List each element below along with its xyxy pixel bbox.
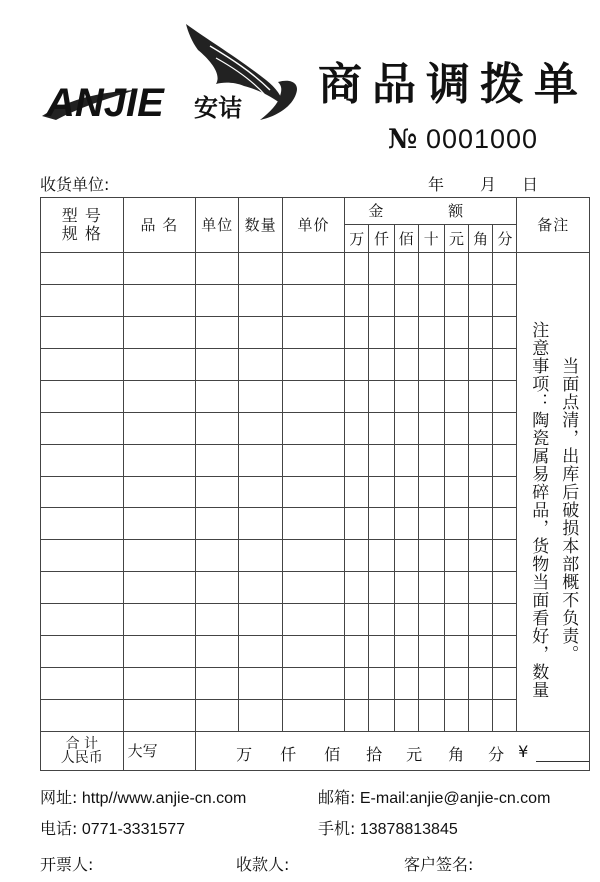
yen-amount-line bbox=[536, 761, 589, 762]
payee-label: 收款人: bbox=[236, 855, 290, 874]
entry-cell[interactable] bbox=[239, 604, 282, 636]
entry-cell[interactable] bbox=[282, 508, 344, 540]
entry-cell[interactable] bbox=[239, 317, 282, 349]
entry-cell[interactable] bbox=[394, 348, 418, 380]
total-label: 合 计 bbox=[65, 735, 99, 752]
entry-cell[interactable] bbox=[282, 444, 344, 476]
date-month-label: 月 bbox=[480, 175, 497, 194]
entry-cell[interactable] bbox=[41, 476, 124, 508]
date-day-label: 日 bbox=[522, 175, 539, 194]
entry-cell[interactable] bbox=[394, 476, 418, 508]
entry-cell[interactable] bbox=[345, 444, 369, 476]
entry-cell[interactable] bbox=[369, 285, 394, 317]
entry-cell[interactable] bbox=[123, 412, 196, 444]
entry-cell[interactable] bbox=[493, 317, 517, 349]
amount-digit-header: 万 bbox=[345, 224, 369, 253]
mobile-info bbox=[318, 816, 458, 839]
entry-cell[interactable] bbox=[394, 699, 418, 731]
entry-cell[interactable] bbox=[282, 253, 344, 285]
serial-prefix: № bbox=[388, 124, 418, 155]
wing-logo-icon bbox=[38, 20, 300, 125]
entry-cell[interactable] bbox=[394, 635, 418, 667]
entry-cell[interactable] bbox=[469, 476, 493, 508]
entry-cell[interactable] bbox=[196, 476, 239, 508]
amount-digit-header: 角 bbox=[469, 224, 493, 253]
mobile-value: 13878813845 bbox=[359, 821, 458, 838]
col-model-line1: 型 号 bbox=[61, 206, 102, 226]
entry-cell[interactable] bbox=[345, 348, 369, 380]
phone-value: 0771-3331577 bbox=[81, 821, 186, 838]
entry-cell[interactable] bbox=[239, 635, 282, 667]
entry-cell[interactable] bbox=[282, 285, 344, 317]
entry-cell[interactable] bbox=[196, 285, 239, 317]
entry-cell[interactable] bbox=[369, 444, 394, 476]
entry-cell[interactable] bbox=[493, 667, 517, 699]
entry-cell[interactable] bbox=[239, 285, 282, 317]
entry-cell[interactable] bbox=[123, 253, 196, 285]
entry-cell[interactable] bbox=[418, 699, 444, 731]
entry-cell[interactable] bbox=[369, 253, 394, 285]
amount-digit-header: 仟 bbox=[369, 224, 394, 253]
entry-cell[interactable] bbox=[394, 604, 418, 636]
table-row bbox=[41, 253, 590, 285]
entry-cell[interactable] bbox=[418, 572, 444, 604]
entry-cell[interactable] bbox=[469, 508, 493, 540]
entry-cell[interactable] bbox=[369, 348, 394, 380]
entry-cell[interactable] bbox=[369, 699, 394, 731]
entry-cell[interactable] bbox=[493, 412, 517, 444]
notes-line-2: 注意事项：陶瓷属易碎品，货物当面看好，数量 bbox=[528, 320, 549, 699]
entry-cell[interactable] bbox=[444, 348, 468, 380]
entry-cell[interactable] bbox=[469, 317, 493, 349]
entry-cell[interactable] bbox=[418, 412, 444, 444]
entry-cell[interactable] bbox=[394, 444, 418, 476]
entry-cell[interactable] bbox=[369, 317, 394, 349]
entry-cell[interactable] bbox=[493, 380, 517, 412]
amount-digit-header: 佰 bbox=[394, 224, 418, 253]
entry-cell[interactable] bbox=[196, 604, 239, 636]
entry-cell[interactable] bbox=[239, 380, 282, 412]
entry-cell[interactable] bbox=[469, 635, 493, 667]
entry-cell[interactable] bbox=[418, 444, 444, 476]
total-amount-cell[interactable] bbox=[196, 731, 590, 770]
table-row bbox=[41, 412, 590, 444]
entry-cell[interactable] bbox=[394, 508, 418, 540]
entry-cell[interactable] bbox=[469, 444, 493, 476]
entry-cell[interactable] bbox=[41, 572, 124, 604]
serial-value: 0001000 bbox=[425, 124, 539, 154]
form-title: 商品调拨单 bbox=[318, 59, 588, 110]
entry-cell[interactable] bbox=[196, 380, 239, 412]
table-row bbox=[41, 285, 590, 317]
table-row bbox=[41, 348, 590, 380]
total-unit-label: 佰 bbox=[324, 744, 341, 764]
entry-cell[interactable] bbox=[394, 380, 418, 412]
entry-cell[interactable] bbox=[239, 667, 282, 699]
entry-cell[interactable] bbox=[196, 412, 239, 444]
entry-cell[interactable] bbox=[444, 476, 468, 508]
total-units bbox=[196, 733, 589, 769]
entry-cell[interactable] bbox=[369, 476, 394, 508]
entry-cell[interactable] bbox=[493, 699, 517, 731]
entry-cell[interactable] bbox=[444, 412, 468, 444]
entry-cell[interactable] bbox=[493, 285, 517, 317]
total-currency-label: 人民币 bbox=[60, 749, 103, 766]
entry-cell[interactable] bbox=[345, 667, 369, 699]
entry-cell[interactable] bbox=[444, 380, 468, 412]
entry-cell[interactable] bbox=[41, 699, 124, 731]
table-row bbox=[41, 635, 590, 667]
entry-cell[interactable] bbox=[394, 253, 418, 285]
date-year-label: 年 bbox=[428, 175, 445, 194]
entry-cell[interactable] bbox=[41, 508, 124, 540]
entry-cell[interactable] bbox=[369, 380, 394, 412]
col-remarks-header: 备注 bbox=[517, 198, 590, 253]
entry-cell[interactable] bbox=[345, 285, 369, 317]
entry-cell[interactable] bbox=[41, 540, 124, 572]
brand-logo bbox=[38, 20, 300, 125]
entry-cell[interactable] bbox=[196, 699, 239, 731]
entry-cell[interactable] bbox=[41, 635, 124, 667]
receiver-field[interactable] bbox=[126, 190, 416, 191]
entry-cell[interactable] bbox=[444, 699, 468, 731]
col-unit-header: 单位 bbox=[196, 198, 239, 253]
entry-cell[interactable] bbox=[418, 540, 444, 572]
table-row bbox=[41, 540, 590, 572]
entry-cell[interactable] bbox=[394, 317, 418, 349]
entry-cell[interactable] bbox=[469, 604, 493, 636]
entry-cell[interactable] bbox=[345, 253, 369, 285]
entry-cell[interactable] bbox=[123, 635, 196, 667]
entry-cell[interactable] bbox=[444, 540, 468, 572]
table-row bbox=[41, 604, 590, 636]
entry-cell[interactable] bbox=[394, 667, 418, 699]
entry-cell[interactable] bbox=[469, 253, 493, 285]
entry-cell[interactable] bbox=[418, 604, 444, 636]
entry-cell[interactable] bbox=[469, 699, 493, 731]
entry-cell[interactable] bbox=[282, 476, 344, 508]
entry-cell[interactable] bbox=[282, 604, 344, 636]
entry-cell[interactable] bbox=[123, 317, 196, 349]
entry-cell[interactable] bbox=[41, 412, 124, 444]
entry-cell[interactable] bbox=[282, 348, 344, 380]
entry-cell[interactable] bbox=[41, 285, 124, 317]
col-model-line2: 规 格 bbox=[61, 224, 102, 244]
logo-brand-text: ANJIE bbox=[46, 81, 164, 125]
entry-cell[interactable] bbox=[493, 540, 517, 572]
entry-cell[interactable] bbox=[123, 604, 196, 636]
entry-cell[interactable] bbox=[282, 667, 344, 699]
notes-line-1: 当面点清，出库后破损本部概不负责。 bbox=[558, 356, 579, 663]
entry-cell[interactable] bbox=[41, 444, 124, 476]
table-row bbox=[41, 317, 590, 349]
entry-cell[interactable] bbox=[41, 667, 124, 699]
table-row bbox=[41, 667, 590, 699]
mobile-label: 手机: bbox=[318, 819, 356, 838]
entry-cell[interactable] bbox=[196, 444, 239, 476]
entry-cell[interactable] bbox=[123, 285, 196, 317]
entry-cell[interactable] bbox=[369, 540, 394, 572]
col-model-header bbox=[41, 198, 124, 253]
entry-cell[interactable] bbox=[196, 253, 239, 285]
entry-cell[interactable] bbox=[123, 348, 196, 380]
total-unit-label: 元 bbox=[406, 744, 423, 764]
entry-cell[interactable] bbox=[444, 667, 468, 699]
entry-cell[interactable] bbox=[196, 348, 239, 380]
entry-cell[interactable] bbox=[493, 253, 517, 285]
entry-cell[interactable] bbox=[123, 572, 196, 604]
total-unit-label: 分 bbox=[488, 744, 505, 764]
entry-cell[interactable] bbox=[444, 604, 468, 636]
issuer-label: 开票人: bbox=[40, 855, 94, 874]
entry-cell[interactable] bbox=[196, 667, 239, 699]
entry-cell[interactable] bbox=[196, 508, 239, 540]
entry-cell[interactable] bbox=[239, 699, 282, 731]
entry-cell[interactable] bbox=[493, 476, 517, 508]
logo-cn-text: 安诘 bbox=[194, 94, 242, 122]
entry-cell[interactable] bbox=[239, 253, 282, 285]
entry-cell[interactable] bbox=[394, 540, 418, 572]
entry-cell[interactable] bbox=[345, 380, 369, 412]
entry-cell[interactable] bbox=[469, 348, 493, 380]
entry-cell[interactable] bbox=[418, 317, 444, 349]
entry-cell[interactable] bbox=[493, 572, 517, 604]
phone-info bbox=[40, 816, 185, 839]
entry-cell[interactable] bbox=[282, 699, 344, 731]
entry-cell[interactable] bbox=[282, 635, 344, 667]
entry-cell[interactable] bbox=[469, 380, 493, 412]
serial-number bbox=[388, 124, 538, 155]
entry-cell[interactable] bbox=[493, 444, 517, 476]
amount-digit-header: 分 bbox=[493, 224, 517, 253]
entry-cell[interactable] bbox=[345, 572, 369, 604]
entry-cell[interactable] bbox=[282, 380, 344, 412]
entry-cell[interactable] bbox=[345, 412, 369, 444]
entry-cell[interactable] bbox=[418, 380, 444, 412]
amount-digit-header: 十 bbox=[418, 224, 444, 253]
entry-cell[interactable] bbox=[123, 699, 196, 731]
entry-cell[interactable] bbox=[196, 540, 239, 572]
entry-cell[interactable] bbox=[369, 412, 394, 444]
phone-label: 电话: bbox=[40, 819, 78, 838]
total-unit-label: 角 bbox=[448, 744, 465, 764]
table-row bbox=[41, 444, 590, 476]
entry-cell[interactable] bbox=[123, 444, 196, 476]
entry-cell[interactable] bbox=[418, 476, 444, 508]
remarks-notes-cell bbox=[517, 253, 590, 731]
entry-cell[interactable] bbox=[418, 508, 444, 540]
entry-cell[interactable] bbox=[282, 540, 344, 572]
entry-cell[interactable] bbox=[345, 635, 369, 667]
entry-cell[interactable] bbox=[369, 604, 394, 636]
entry-cell[interactable] bbox=[418, 635, 444, 667]
col-name-header: 品 名 bbox=[123, 198, 196, 253]
entry-cell[interactable] bbox=[239, 540, 282, 572]
transfer-table bbox=[40, 197, 590, 771]
table-row bbox=[41, 508, 590, 540]
entry-cell[interactable] bbox=[345, 540, 369, 572]
total-unit-label: 仟 bbox=[280, 744, 297, 764]
entry-cell[interactable] bbox=[444, 635, 468, 667]
customer-signature-label: 客户签名: bbox=[404, 855, 474, 874]
entry-cell[interactable] bbox=[345, 508, 369, 540]
entry-cell[interactable] bbox=[469, 540, 493, 572]
total-daxie-label: 大写 bbox=[123, 731, 196, 770]
email-label: 邮箱: bbox=[318, 788, 356, 807]
entry-cell[interactable] bbox=[196, 317, 239, 349]
entry-cell[interactable] bbox=[418, 285, 444, 317]
amount-digit-header: 元 bbox=[444, 224, 468, 253]
website-label: 网址: bbox=[40, 788, 78, 807]
entry-cell[interactable] bbox=[394, 412, 418, 444]
entry-cell[interactable] bbox=[418, 348, 444, 380]
website-info bbox=[40, 785, 246, 808]
email-value[interactable]: E-mail:anjie@anjie-cn.com bbox=[359, 790, 551, 807]
total-unit-label: 拾 bbox=[366, 744, 383, 764]
entry-cell[interactable] bbox=[369, 572, 394, 604]
table-row bbox=[41, 572, 590, 604]
entry-cell[interactable] bbox=[469, 667, 493, 699]
entry-cell[interactable] bbox=[41, 317, 124, 349]
entry-cell[interactable] bbox=[369, 508, 394, 540]
table-row bbox=[41, 699, 590, 731]
entry-cell[interactable] bbox=[444, 285, 468, 317]
entry-cell[interactable] bbox=[469, 572, 493, 604]
website-value[interactable]: http//www.anjie-cn.com bbox=[81, 790, 247, 807]
entry-cell[interactable] bbox=[282, 317, 344, 349]
entry-cell[interactable] bbox=[444, 444, 468, 476]
entry-cell[interactable] bbox=[239, 572, 282, 604]
table-row bbox=[41, 380, 590, 412]
entry-cell[interactable] bbox=[444, 572, 468, 604]
total-row bbox=[41, 731, 590, 770]
col-qty-header: 数量 bbox=[239, 198, 282, 253]
entry-cell[interactable] bbox=[239, 348, 282, 380]
entry-cell[interactable] bbox=[394, 285, 418, 317]
yen-symbol: ¥ bbox=[518, 741, 529, 761]
total-label-cell bbox=[41, 731, 124, 770]
entry-cell[interactable] bbox=[123, 540, 196, 572]
entry-cell[interactable] bbox=[41, 380, 124, 412]
entry-cell[interactable] bbox=[282, 412, 344, 444]
entry-cell[interactable] bbox=[493, 604, 517, 636]
entry-cell[interactable] bbox=[123, 476, 196, 508]
entry-cell[interactable] bbox=[369, 635, 394, 667]
entry-cell[interactable] bbox=[123, 667, 196, 699]
email-info bbox=[318, 785, 550, 808]
entry-cell[interactable] bbox=[345, 476, 369, 508]
table-row bbox=[41, 476, 590, 508]
receiver-label: 收货单位: bbox=[40, 175, 110, 194]
total-unit-label: 万 bbox=[236, 744, 253, 764]
entry-cell[interactable] bbox=[196, 635, 239, 667]
col-amount-header: 金 额 bbox=[345, 198, 517, 225]
entry-cell[interactable] bbox=[418, 253, 444, 285]
entry-cell[interactable] bbox=[444, 253, 468, 285]
col-price-header: 单价 bbox=[282, 198, 344, 253]
entry-cell[interactable] bbox=[345, 604, 369, 636]
entry-cell[interactable] bbox=[394, 572, 418, 604]
entry-cell[interactable] bbox=[123, 508, 196, 540]
entry-cell[interactable] bbox=[444, 317, 468, 349]
entry-cell[interactable] bbox=[41, 604, 124, 636]
entry-cell[interactable] bbox=[282, 572, 344, 604]
entry-cell[interactable] bbox=[418, 667, 444, 699]
entry-cell[interactable] bbox=[239, 444, 282, 476]
entry-cell[interactable] bbox=[444, 508, 468, 540]
entry-cell[interactable] bbox=[41, 253, 124, 285]
entry-cell[interactable] bbox=[469, 285, 493, 317]
entry-cell[interactable] bbox=[369, 667, 394, 699]
entry-cell[interactable] bbox=[345, 317, 369, 349]
entry-cell[interactable] bbox=[239, 476, 282, 508]
entry-cell[interactable] bbox=[239, 508, 282, 540]
entry-cell[interactable] bbox=[493, 635, 517, 667]
entry-cell[interactable] bbox=[196, 572, 239, 604]
entry-cell[interactable] bbox=[123, 380, 196, 412]
entry-cell[interactable] bbox=[345, 699, 369, 731]
entry-cell[interactable] bbox=[239, 412, 282, 444]
entry-cell[interactable] bbox=[469, 412, 493, 444]
entry-cell[interactable] bbox=[493, 508, 517, 540]
entry-cell[interactable] bbox=[41, 348, 124, 380]
entry-cell[interactable] bbox=[493, 348, 517, 380]
